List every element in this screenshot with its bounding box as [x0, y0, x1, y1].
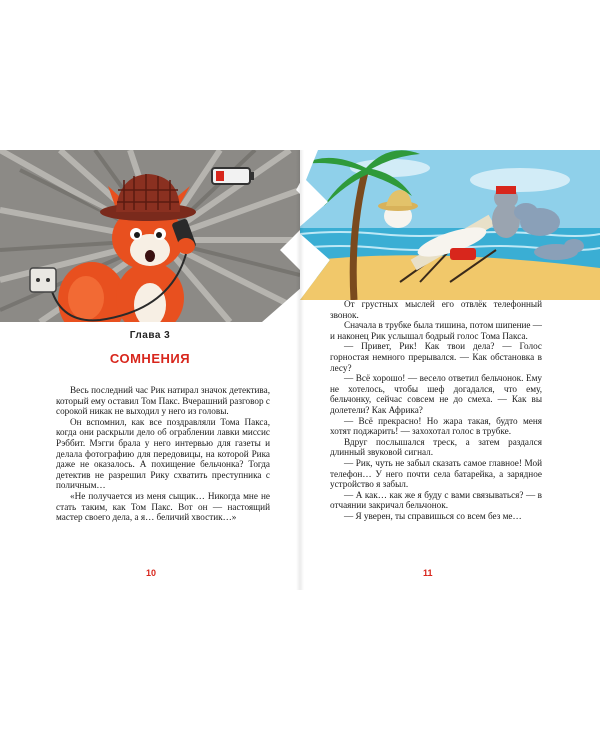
- chapter-title: СОМНЕНИЯ: [109, 351, 191, 366]
- right-page: [300, 150, 600, 590]
- battery-low-icon: [212, 168, 254, 184]
- paragraph: — Всё хорошо! — весело ответил бельчонок. Ему не хотелось, чтобы шеф догадался, что ему, бельчонку, сейчас совсем не до смеха. — Как вы долетели? Как Африка?: [330, 373, 542, 415]
- left-page: [0, 150, 300, 590]
- beach-illustration: [300, 150, 600, 300]
- page-number: 11: [423, 568, 433, 578]
- paragraph: Весь последний час Рик натирал значок детектива, который ему оставил Том Пакс. Вчерашний разговор с сорокой никак не выходил у него из головы.: [56, 385, 270, 417]
- paragraph: «Не получается из меня сыщик… Никогда мне не стать таким, как Том Пакс. Вот он — настоящий мастер своего дела, а я… беличий хвостик…»: [56, 490, 270, 523]
- left-page-text: [56, 385, 270, 523]
- paragraph: — Всё прекрасно! Но жара такая, будто меня хотят поджарить! — захохотал голос в трубке.: [330, 415, 542, 437]
- paragraph: — Рик, чуть не забыл сказать самое главное! Мой телефон… У него почти села батарейка, а зарядное устройство я забыл.: [330, 457, 542, 490]
- right-page-text: [330, 299, 542, 521]
- book-spread: [0, 150, 600, 590]
- power-socket-icon: [30, 268, 56, 292]
- paragraph: От грустных мыслей его отвлёк телефонный звонок.: [330, 299, 542, 320]
- paragraph: Вдруг послышался треск, а затем раздался длинный звуковой сигнал.: [330, 436, 542, 458]
- paragraph: — Привет, Рик! Как твои дела? — Голос горностая немного прерывался. — Как обстановка в лесу?: [330, 341, 542, 373]
- squirrel-phone-illustration: [0, 150, 300, 322]
- paragraph: Он вспомнил, как все поздравляли Тома Пакса, когда они раскрыли дело об ограблении лавки миссис Рэббит. Мэгги брала у него интервью для газеты и делала фотографию для передовицы, на которой Рика даже не оказалось. А похищение бельчонка? Тогда детектив не разрешил Рику схватить преступника с поличным…: [56, 416, 270, 491]
- paragraph: — Я уверен, ты справишься со всем без ме…: [344, 510, 522, 521]
- page-number: 10: [146, 568, 157, 578]
- chapter-label: Глава 3: [129, 330, 171, 341]
- paragraph: — А как… как же я буду с вами связываться? — в отчаянии закричал бельчонок.: [330, 489, 542, 511]
- paragraph: Сначала в трубке была тишина, потом шипение — и наконец Рик услышал бодрый голос Тома Пакса.: [330, 320, 542, 341]
